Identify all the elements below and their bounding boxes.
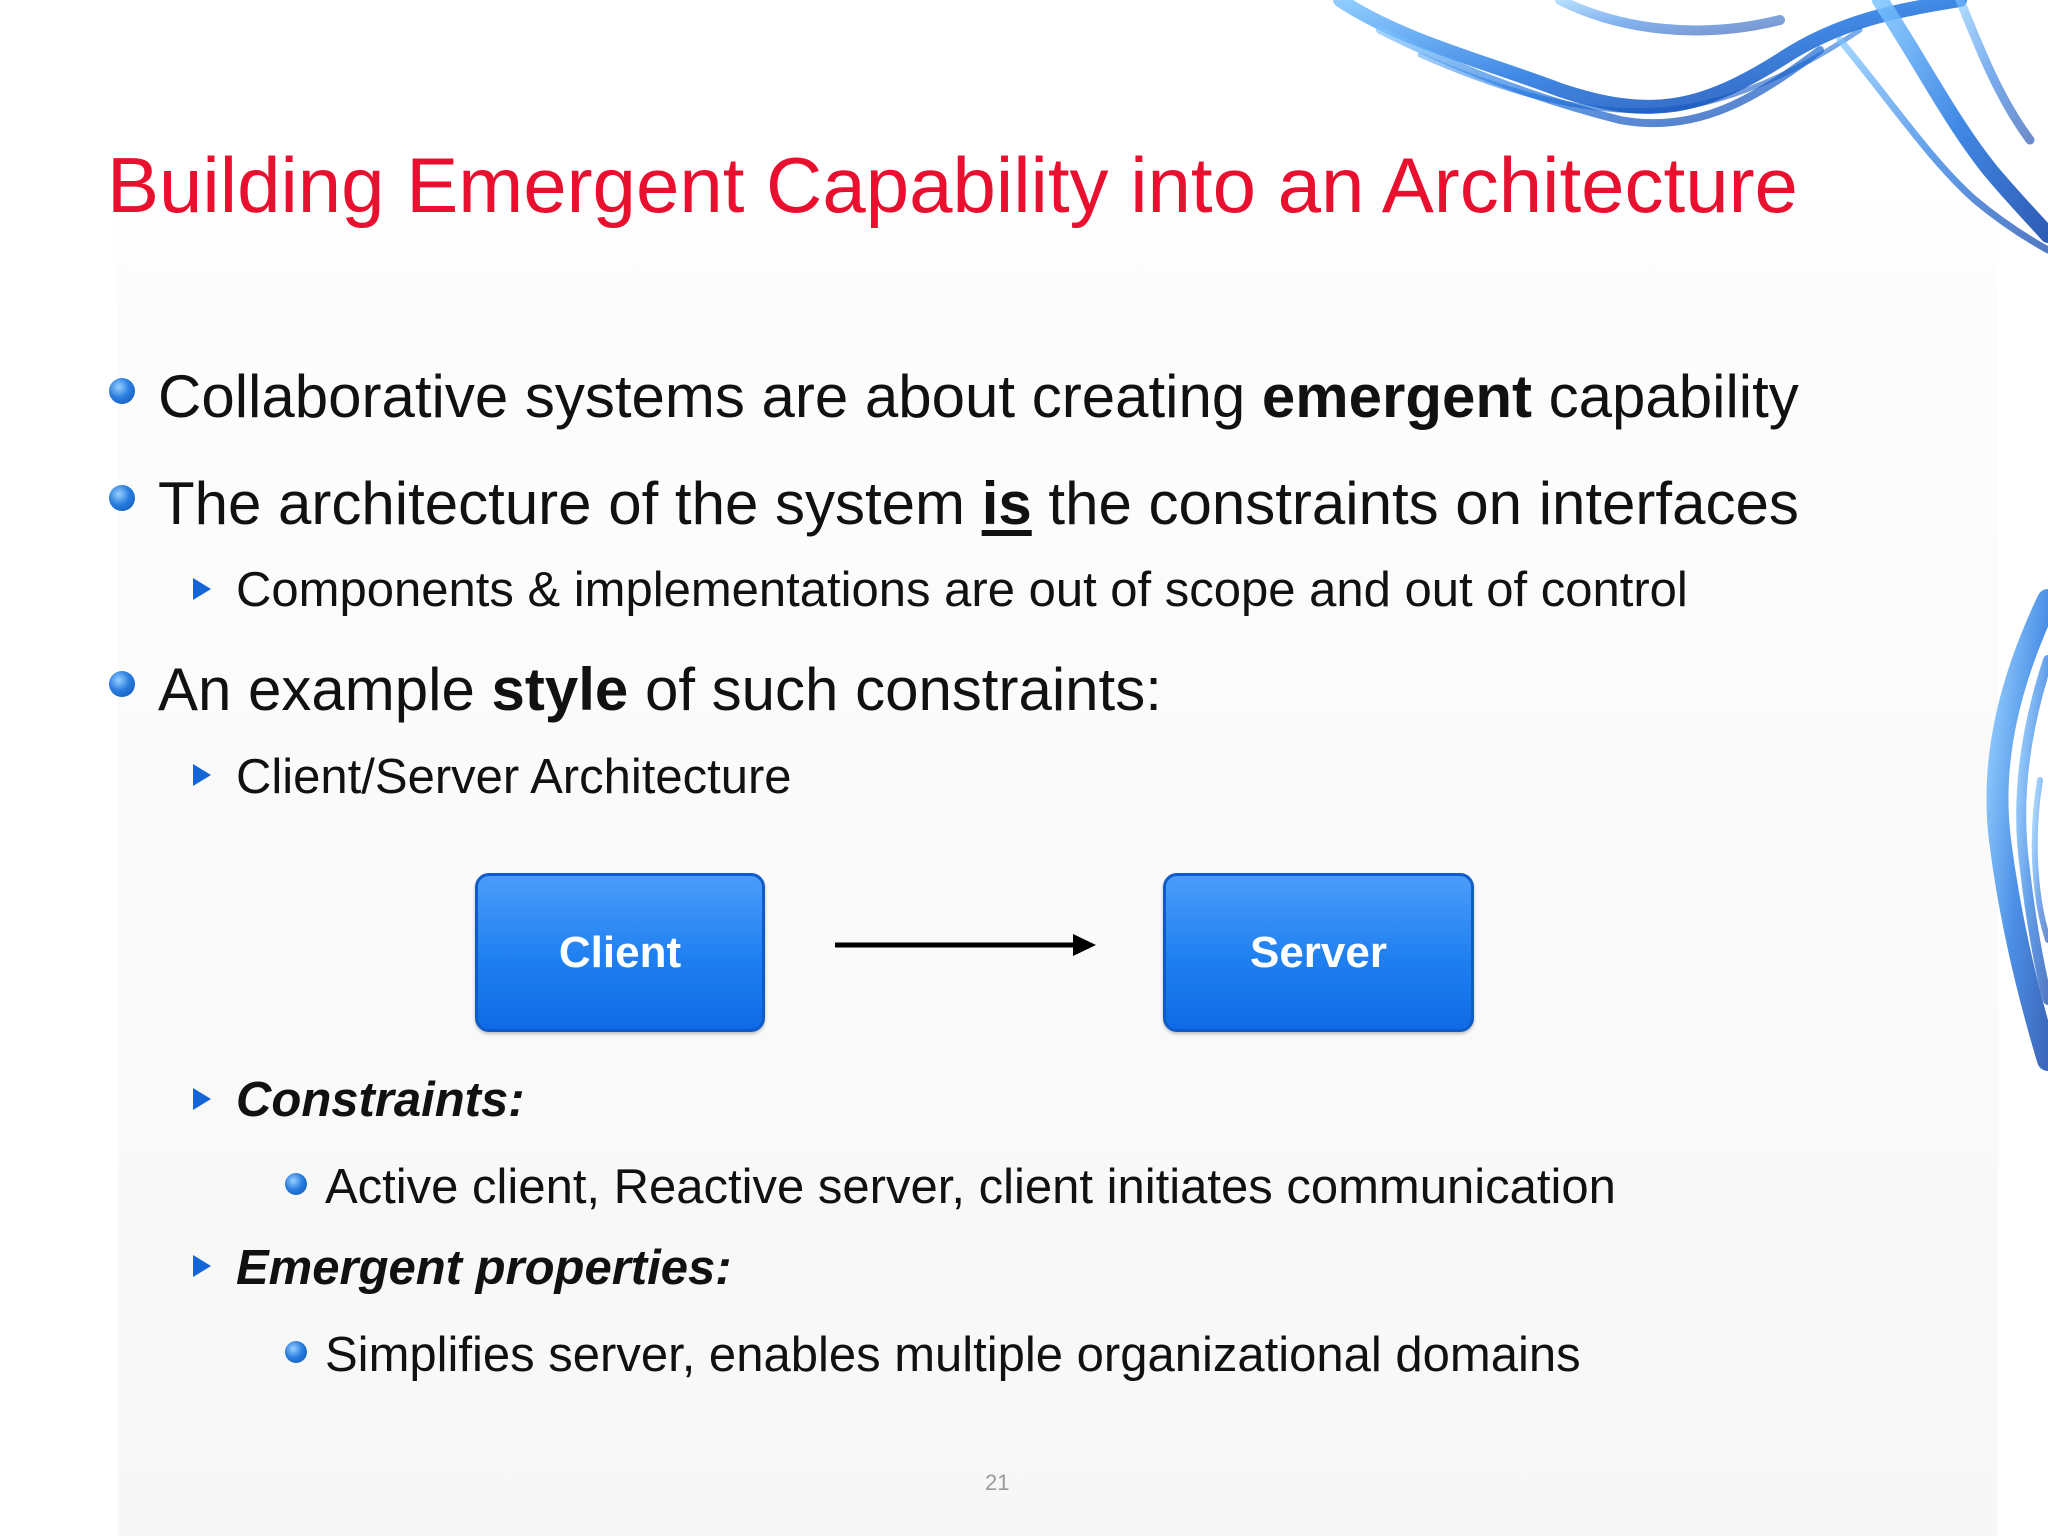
bullet-dot-icon	[109, 378, 135, 404]
sub-bullet-client-server: Client/Server Architecture	[236, 750, 792, 804]
triangle-bullet-icon	[193, 1255, 211, 1277]
triangle-bullet-icon	[193, 764, 211, 786]
bullet-dot-icon	[285, 1173, 307, 1195]
triangle-bullet-icon	[193, 1088, 211, 1110]
arrow-right-icon	[830, 930, 1100, 960]
server-box	[1163, 873, 1474, 1032]
bullet-dot-icon	[109, 671, 135, 697]
emergent-properties-detail: Simplifies server, enables multiple organizational domains	[325, 1328, 1581, 1382]
page-number: 21	[985, 1470, 1010, 1495]
constraints-detail: Active client, Reactive server, client initiates communication	[325, 1160, 1616, 1214]
emergent-properties-heading: Emergent properties:	[236, 1241, 732, 1295]
sub-bullet-components: Components & implementations are out of scope and out of control	[236, 563, 1688, 617]
emphasis-style: style	[491, 656, 629, 723]
client-box	[475, 873, 765, 1032]
client-label: Client	[558, 927, 682, 977]
bullet-dot-icon	[285, 1341, 307, 1363]
bullet-dot-icon	[109, 485, 135, 511]
emphasis-emergent: emergent	[1261, 363, 1532, 430]
bullet-3-text: An example style of such constraints:	[158, 656, 1162, 723]
emphasis-is: is	[981, 470, 1032, 537]
bullet-1-text: Collaborative systems are about creating emergent capability	[158, 363, 1799, 430]
server-label: Server	[1249, 927, 1387, 977]
slide-title: Building Emergent Capability into an Architecture	[107, 141, 1798, 229]
triangle-bullet-icon	[193, 578, 211, 600]
bullet-2-text: The architecture of the system is the constraints on interfaces	[158, 470, 1799, 537]
constraints-heading: Constraints:	[236, 1073, 525, 1127]
